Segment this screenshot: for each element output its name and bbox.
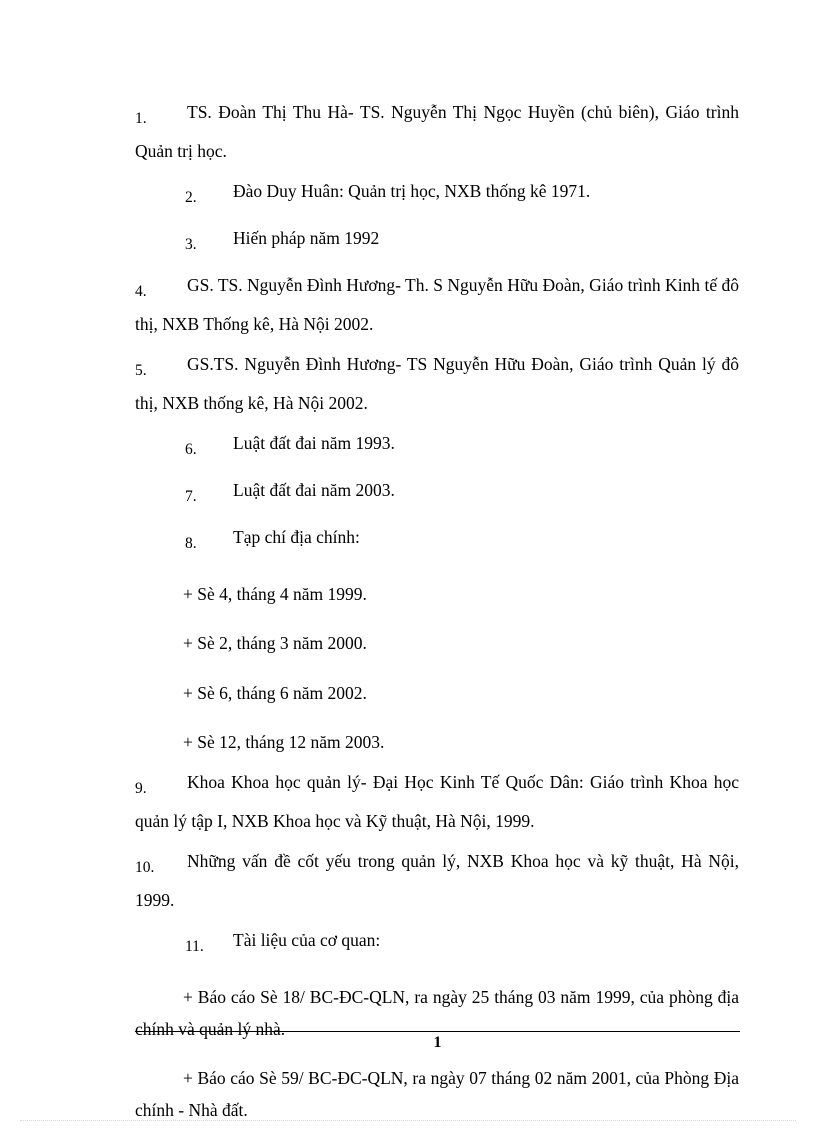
reference-item — [135, 766, 739, 837]
reference-item — [135, 845, 739, 916]
reference-number: 6. — [185, 441, 197, 458]
reference-item — [135, 924, 739, 963]
reference-item — [135, 348, 739, 419]
reference-text: Tài liệu của cơ quan: — [233, 930, 381, 950]
reference-number: 10. — [135, 859, 155, 876]
reference-number: 7. — [185, 488, 197, 505]
reference-text: Đào Duy Huân: Quản trị học, NXB thống kê 1971. — [233, 181, 591, 201]
reference-number: 5. — [135, 362, 147, 379]
reference-item — [135, 521, 739, 560]
reference-text: GS. TS. Nguyễn Đình Hương- Th. S Nguyễn Hữu Đoàn, Giáo trình Kinh tế đô thị, NXB Thống kê, Hà Nội 2002. — [135, 275, 739, 334]
reference-item — [135, 96, 739, 167]
reference-text: Luật đất đai năm 1993. — [233, 433, 395, 453]
reference-number: 1. — [135, 110, 147, 127]
reference-text: GS.TS. Nguyễn Đình Hương- TS Nguyễn Hữu Đoàn, Giáo trình Quản lý đô thị, NXB thống kê, Hà Nội 2002. — [135, 354, 739, 413]
journal-issue-item: + Sè 12, tháng 12 năm 2003. — [183, 732, 385, 752]
reference-text: Những vấn đề cốt yếu trong quản lý, NXB Khoa học và kỹ thuật, Hà Nội, 1999. — [135, 851, 739, 910]
reference-item — [135, 222, 739, 261]
reference-number: 3. — [185, 236, 197, 253]
reference-item — [135, 175, 739, 214]
reference-item — [135, 474, 739, 513]
reference-text: Luật đất đai năm 2003. — [233, 480, 395, 500]
agency-document-item: + Báo cáo Sè 18/ BC-ĐC-QLN, ra ngày 25 tháng 03 năm 1999, của phòng địa chính và quản lý nhà. — [135, 986, 739, 1039]
reference-number: 9. — [135, 780, 147, 797]
journal-issue-item: + Sè 6, tháng 6 năm 2002. — [183, 682, 367, 703]
reference-number: 4. — [135, 283, 147, 300]
reference-number: 11. — [185, 938, 204, 955]
agency-document-item: + Báo cáo Sè 59/ BC-ĐC-QLN, ra ngày 07 tháng 02 năm 2001, của Phòng Địa chính - Nhà đất. — [135, 1068, 739, 1120]
reference-number: 8. — [185, 535, 197, 552]
journal-issue-item: + Sè 4, tháng 4 năm 1999. — [183, 583, 367, 604]
reference-text: Tạp chí địa chính: — [233, 527, 360, 547]
reference-list — [135, 96, 739, 1134]
journal-issue-item: + Sè 2, tháng 3 năm 2000. — [183, 633, 367, 653]
reference-number: 2. — [185, 189, 197, 206]
reference-item — [135, 269, 739, 340]
reference-item — [135, 427, 739, 466]
reference-text: Hiến pháp năm 1992 — [233, 228, 380, 248]
page-bottom-border — [20, 1120, 796, 1121]
page-number: 1 — [433, 1034, 442, 1051]
reference-text: TS. Đoàn Thị Thu Hà- TS. Nguyễn Thị Ngọc Huyền (chủ biên), Giáo trình Quản trị học. — [135, 102, 739, 161]
reference-text: Khoa Khoa học quản lý- Đại Học Kinh Tế Quốc Dân: Giáo trình Khoa học quản lý tập I, NXB Khoa học và Kỹ thuật, Hà Nội, 1999. — [135, 772, 739, 831]
